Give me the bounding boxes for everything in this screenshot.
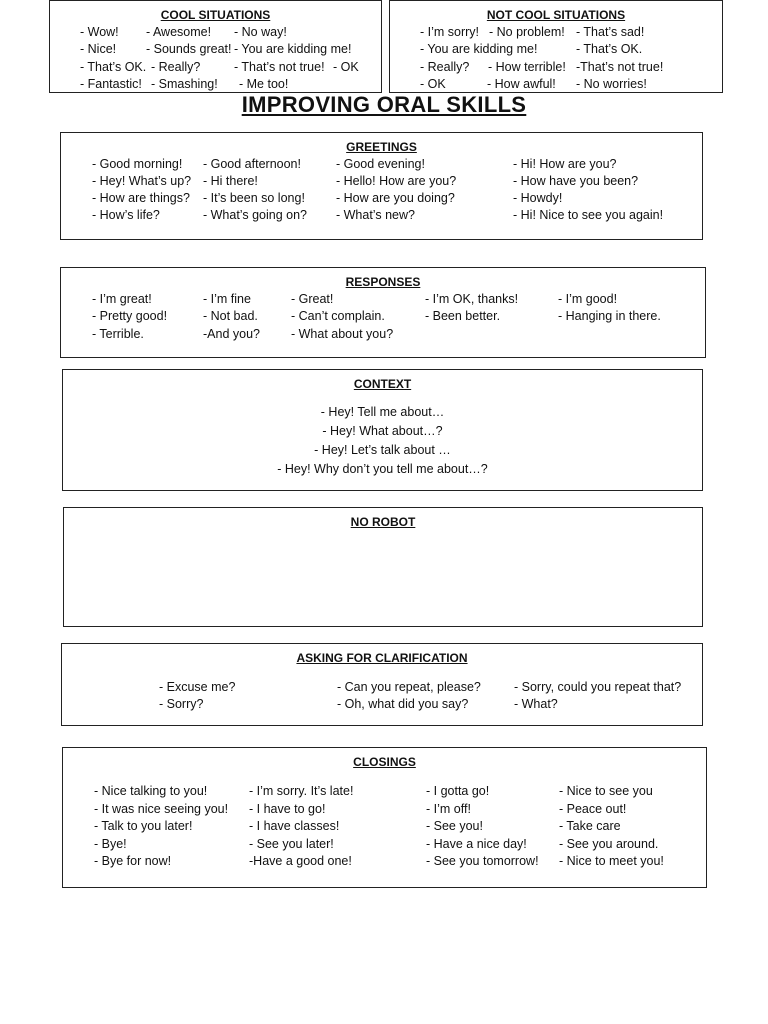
clarification-item: - Can you repeat, please? bbox=[337, 680, 481, 694]
cool-phrase: - Sounds great! bbox=[146, 42, 232, 56]
greeting-item: - Hey! What’s up? bbox=[92, 174, 192, 188]
closing-item: - Nice to see you bbox=[559, 784, 653, 798]
not-cool-phrase: - No worries! bbox=[576, 77, 647, 91]
clarification-item: - Sorry, could you repeat that? bbox=[514, 680, 682, 694]
cool-phrase: - No way! bbox=[234, 25, 287, 39]
response-item: - Not bad. bbox=[203, 309, 258, 323]
not-cool-phrase: - How awful! bbox=[487, 77, 556, 91]
response-item: - Been better. bbox=[425, 309, 501, 323]
not-cool-phrase: - You are kidding me! bbox=[420, 42, 538, 56]
greeting-item: - What’s going on? bbox=[203, 208, 307, 222]
response-item: - Terrible. bbox=[92, 327, 144, 341]
clarification-item: - Oh, what did you say? bbox=[337, 697, 469, 711]
response-item: - Pretty good! bbox=[92, 309, 168, 323]
no-robot-title: NO ROBOT bbox=[350, 515, 416, 529]
cool-phrase: - Really? bbox=[151, 60, 201, 74]
response-item: - I’m fine bbox=[203, 292, 251, 306]
greeting-item: - What’s new? bbox=[336, 208, 415, 222]
not-cool-phrase: - How terrible! bbox=[488, 60, 566, 74]
context-prompt: - Hey! Why don’t you tell me about…? bbox=[277, 462, 488, 476]
clarification-item: - Sorry? bbox=[159, 697, 204, 711]
responses-title: RESPONSES bbox=[345, 275, 421, 289]
greeting-item: - How have you been? bbox=[513, 174, 639, 188]
context-prompt: - Hey! What about…? bbox=[322, 424, 443, 438]
clarification-item: - Excuse me? bbox=[159, 680, 236, 694]
cool-phrase: - Me too! bbox=[239, 77, 289, 91]
greeting-item: - Hi! How are you? bbox=[513, 157, 617, 171]
cool-phrase: - Smashing! bbox=[151, 77, 218, 91]
not-cool-phrase: - That’s sad! bbox=[576, 25, 645, 39]
not-cool-phrase: -That’s not true! bbox=[576, 60, 664, 74]
response-item: - I’m good! bbox=[558, 292, 618, 306]
response-item: -And you? bbox=[203, 327, 260, 341]
response-item: - Can’t complain. bbox=[291, 309, 385, 323]
context-title: CONTEXT bbox=[353, 377, 412, 391]
cool-phrase: - Nice! bbox=[80, 42, 117, 56]
closing-item: - I gotta go! bbox=[426, 784, 490, 798]
not-cool-phrase: - Really? bbox=[420, 60, 470, 74]
not-cool-phrase: - I’m sorry! bbox=[420, 25, 480, 39]
cool-situations-box bbox=[49, 0, 382, 93]
closings-box bbox=[62, 747, 707, 888]
closing-item: -Have a good one! bbox=[249, 854, 352, 868]
closing-item: - Nice to meet you! bbox=[559, 854, 664, 868]
greeting-item: - Good afternoon! bbox=[203, 157, 301, 171]
no-robot-box bbox=[63, 507, 703, 627]
not-cool-situations-box bbox=[389, 0, 723, 93]
cool-phrase: - Awesome! bbox=[146, 25, 212, 39]
greeting-item: - Hi there! bbox=[203, 174, 258, 188]
closing-item: - See you later! bbox=[249, 837, 334, 851]
not-cool-phrase: - That’s OK. bbox=[576, 42, 643, 56]
greeting-item: - Hello! How are you? bbox=[336, 174, 457, 188]
responses-box bbox=[60, 267, 706, 358]
closing-item: - Nice talking to you! bbox=[94, 784, 208, 798]
closing-item: - See you around. bbox=[559, 837, 659, 851]
closing-item: - I’m off! bbox=[426, 802, 471, 816]
context-prompt: - Hey! Let’s talk about … bbox=[314, 443, 451, 457]
response-item: - What about you? bbox=[291, 327, 394, 341]
closing-item: - See you tomorrow! bbox=[426, 854, 539, 868]
response-item: - Hanging in there. bbox=[558, 309, 661, 323]
greetings-box bbox=[60, 132, 703, 240]
clarification-item: - What? bbox=[514, 697, 558, 711]
cool-phrase: - OK bbox=[333, 60, 359, 74]
greeting-item: - Howdy! bbox=[513, 191, 563, 205]
response-item: - Great! bbox=[291, 292, 334, 306]
cool-phrase: - Wow! bbox=[80, 25, 119, 39]
greeting-item: - Good evening! bbox=[336, 157, 425, 171]
greetings-title: GREETINGS bbox=[346, 140, 417, 154]
greeting-item: - How are you doing? bbox=[336, 191, 455, 205]
closing-item: - See you! bbox=[426, 819, 483, 833]
greeting-item: - Hi! Nice to see you again! bbox=[513, 208, 664, 222]
response-item: - I’m great! bbox=[92, 292, 152, 306]
greeting-item: - It’s been so long! bbox=[203, 191, 305, 205]
not-cool-situations-title: NOT COOL SITUATIONS bbox=[486, 8, 626, 22]
response-item: - I’m OK, thanks! bbox=[425, 292, 519, 306]
closing-item: - Bye for now! bbox=[94, 854, 172, 868]
closing-item: - It was nice seeing you! bbox=[94, 802, 229, 816]
cool-situations-title: COOL SITUATIONS bbox=[160, 8, 271, 22]
cool-phrase: - Fantastic! bbox=[80, 77, 142, 91]
clarification-title: ASKING FOR CLARIFICATION bbox=[296, 651, 468, 665]
closing-item: - I’m sorry. It’s late! bbox=[249, 784, 354, 798]
context-box bbox=[62, 369, 703, 491]
not-cool-phrase: - No problem! bbox=[489, 25, 565, 39]
closing-item: - Have a nice day! bbox=[426, 837, 527, 851]
clarification-box bbox=[61, 643, 703, 726]
closing-item: - I have to go! bbox=[249, 802, 326, 816]
closing-item: - Talk to you later! bbox=[94, 819, 193, 833]
page-title: IMPROVING ORAL SKILLS bbox=[241, 92, 527, 117]
closing-item: - Bye! bbox=[94, 837, 127, 851]
greeting-item: - How’s life? bbox=[92, 208, 160, 222]
cool-phrase: - That’s OK. bbox=[80, 60, 147, 74]
cool-phrase: - That’s not true! bbox=[234, 60, 325, 74]
closing-item: - I have classes! bbox=[249, 819, 340, 833]
context-prompt: - Hey! Tell me about… bbox=[320, 405, 445, 419]
not-cool-phrase: - OK bbox=[420, 77, 446, 91]
greeting-item: - Good morning! bbox=[92, 157, 183, 171]
closing-item: - Peace out! bbox=[559, 802, 627, 816]
cool-phrase: - You are kidding me! bbox=[234, 42, 352, 56]
closing-item: - Take care bbox=[559, 819, 621, 833]
greeting-item: - How are things? bbox=[92, 191, 190, 205]
closings-title: CLOSINGS bbox=[353, 755, 416, 769]
